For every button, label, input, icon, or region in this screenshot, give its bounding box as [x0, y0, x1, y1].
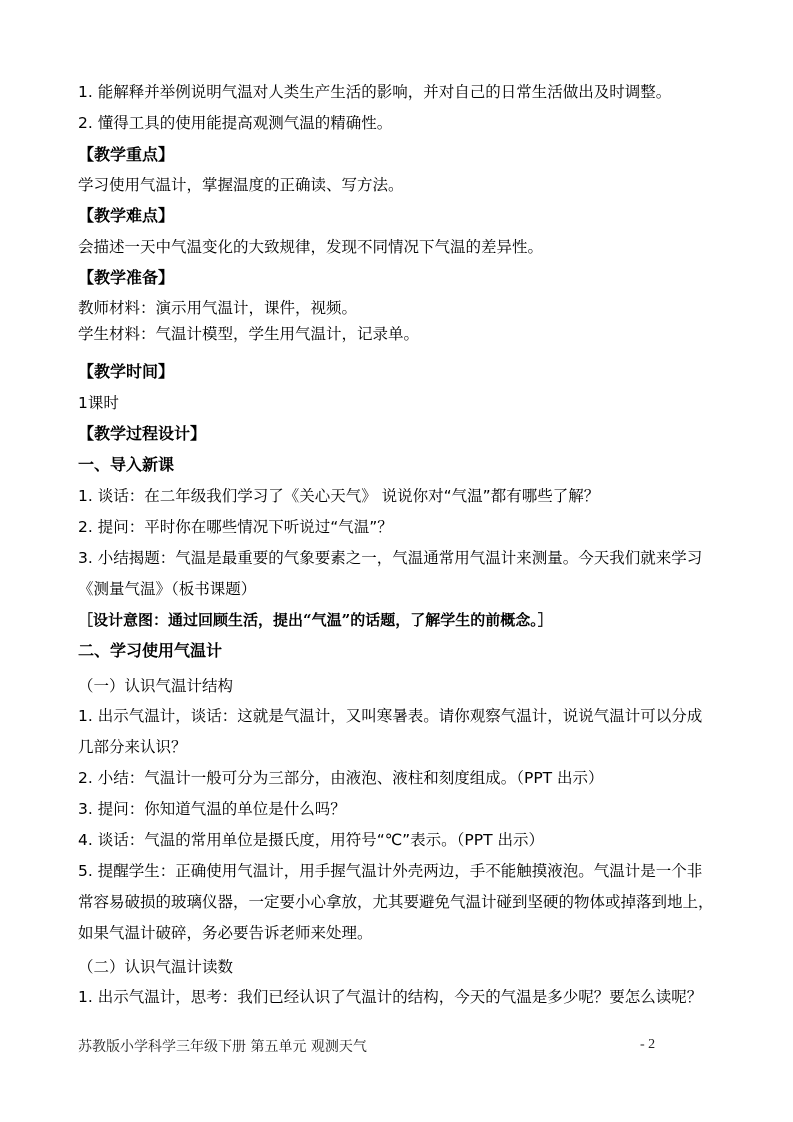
- section-2-item-5-cont-1: 常容易破损的玻璃仪器，一定要小心拿放，尤其要避免气温计碰到坚硬的物体或掉落到地上，: [78, 893, 714, 911]
- difficulties-text: 会描述一天中气温变化的大致规律，发现不同情况下气温的差异性。: [78, 238, 544, 256]
- time-text: 1课时: [78, 394, 119, 412]
- section-2-item-4: 4. 谈话：气温的常用单位是摄氏度，用符号“℃”表示。（PPT 出示）: [78, 831, 545, 849]
- heading-key-points: 【教学重点】: [78, 145, 175, 164]
- section-1-item-2: 2. 提问：平时你在哪些情况下听说过“气温”？: [78, 518, 393, 536]
- section-2-item-1: 1. 出示气温计，谈话：这就是气温计，又叫寒暑表。请你观察气温计，说说气温计可以分成: [78, 707, 703, 725]
- section-2-item-5: 5. 提醒学生：正确使用气温计，用手握气温计外壳两边，手不能触摸液泡。气温计是一个非: [78, 862, 703, 880]
- objective-line-2: 2. 懂得工具的使用能提高观测气温的精确性。: [78, 114, 393, 132]
- heading-difficulties: 【教学难点】: [78, 206, 175, 225]
- section-2-item-5-cont-2: 如果气温计破碎，务必要告诉老师来处理。: [78, 924, 373, 942]
- section-2-item-1-cont: 几部分来认识？: [78, 738, 187, 756]
- teacher-materials: 教师材料：演示用气温计，课件，视频。: [78, 299, 358, 317]
- section-2-title: 二、学习使用气温计: [78, 641, 223, 660]
- section-1-item-3-cont: 《测量气温》（板书课题）: [78, 580, 257, 598]
- section-2-item-3: 3. 提问：你知道气温的单位是什么吗？: [78, 800, 346, 818]
- design-intent: ［设计意图：通过回顾生活，提出“气温”的话题，了解学生的前概念。］: [78, 611, 553, 629]
- objective-line-1: 1. 能解释并举例说明气温对人类生产生活的影响，并对自己的日常生活做出及时调整。: [78, 83, 672, 101]
- page-number: - 2: [640, 1037, 656, 1052]
- section-1-item-3: 3. 小结揭题：气温是最重要的气象要素之一，气温通常用气温计来测量。今天我们就来学习: [78, 549, 703, 567]
- student-materials: 学生材料：气温计模型，学生用气温计，记录单。: [78, 325, 420, 343]
- footer-title: 苏教版小学科学三年级下册 第五单元 观测天气: [78, 1039, 367, 1055]
- section-2-item-2: 2. 小结：气温计一般可分为三部分，由液泡、液柱和刻度组成。（PPT 出示）: [78, 769, 604, 787]
- subsection-2-2-title: （二）认识气温计读数: [78, 958, 234, 976]
- key-points-text: 学习使用气温计，掌握温度的正确读、写方法。: [78, 176, 404, 194]
- section-1-title: 一、导入新课: [78, 455, 175, 474]
- subsection-2-2-item-1: 1. 出示气温计，思考：我们已经认识了气温计的结构，今天的气温是多少呢？要怎么读呢？: [78, 988, 703, 1006]
- section-1-item-1: 1. 谈话：在二年级我们学习了《关心天气》 说说你对“气温”都有哪些了解？: [78, 487, 600, 505]
- subsection-2-1-title: （一）认识气温计结构: [78, 677, 234, 695]
- heading-time: 【教学时间】: [78, 362, 175, 381]
- heading-preparation: 【教学准备】: [78, 268, 175, 287]
- heading-process: 【教学过程设计】: [78, 424, 207, 443]
